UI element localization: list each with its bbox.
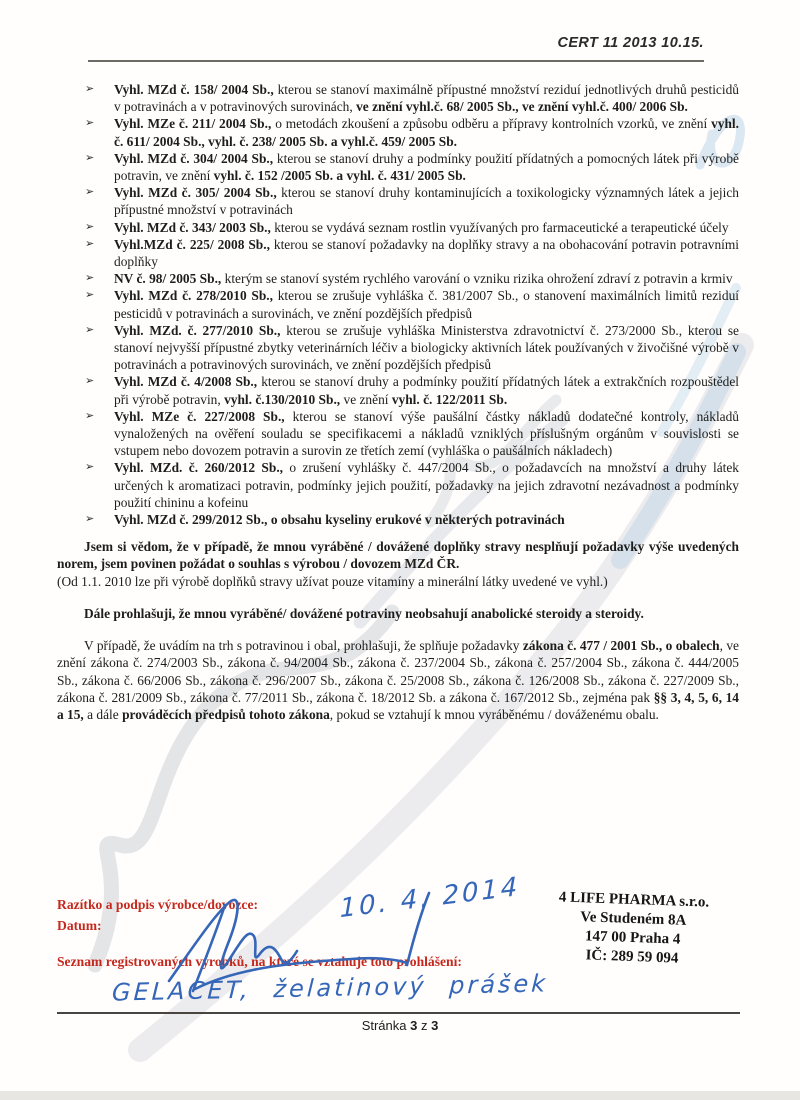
bullet-arrow-icon: ➢ <box>85 323 95 336</box>
scan-edge-strip <box>0 1091 800 1100</box>
stamp-company-id: IČ: 289 59 094 <box>585 947 679 967</box>
regulation-item: ➢ Vyhl.MZd č. 225/ 2008 Sb., kterou se stanoví požadavky na doplňky stravy a na obohacování potravin potravními doplňky <box>85 236 740 270</box>
stamp-signature-label: Razítko a podpis výrobce/dovozce: <box>57 897 259 912</box>
bullet-arrow-icon: ➢ <box>85 237 95 250</box>
stamp-street: Ve Studeném 8A <box>580 909 687 929</box>
header-rule <box>88 60 704 62</box>
regulation-item: ➢ Vyhl. MZd č. 304/ 2004 Sb., kterou se stanoví druhy a podmínky použití přídatných a pomocných látek při výrobě potravin, ve znění vyhl. č. 152 /2005 Sb. a vyhl. č. 431/ 2005 Sb. <box>85 150 739 184</box>
date-label: Datum: <box>57 918 102 933</box>
regulation-item: ➢ Vyhl. MZd. č. 260/2012 Sb., o zrušení vyhlášky č. 447/2004 Sb., o požadavcích na množství a druhy látek určených k aromatizaci potravin, podmínky jejich použití, požadavky na jejich zdravotní nezávadnost a podmínky použití chininu a kofeinu <box>85 460 739 510</box>
regulation-item: ➢ Vyhl. MZd č. 299/2012 Sb., o obsahu kyseliny erukové v některých potravinách <box>85 512 565 528</box>
bullet-arrow-icon: ➢ <box>85 83 95 95</box>
handwritten-product-name: GELACET, želatinový prášek <box>111 969 549 1007</box>
document-body <box>57 81 739 723</box>
bullet-arrow-icon: ➢ <box>85 272 95 285</box>
registered-products-label: Seznam registrovaných výrobků, na které se vztahuje toto prohlášení: <box>57 954 462 969</box>
handwritten-date: 10. 4. 2014 <box>339 871 521 925</box>
bullet-arrow-icon: ➢ <box>85 220 95 233</box>
steroids-declaration: Dále prohlašuji, že mnou vyráběné/ dovážené potraviny neobsahují anabolické steroidy a steroidy. <box>84 605 644 621</box>
regulation-list <box>57 81 739 528</box>
regulation-item: ➢ Vyhl. MZd č. 343/ 2003 Sb., kterou se vydává seznam rostlin využívaných pro farmaceutické a terapeutické účely <box>85 219 729 235</box>
regulation-item: ➢ Vyhl. MZe č. 227/2008 Sb., kterou se stanoví výše paušální částky nákladů dodatečné kontroly, nákladů vynaložených na ověření souladu se specifikacemi a nákladů vzniklých příslušným orgánům v souvislosti se vstupem nebo dovozem potravin a surovin ze třetích zemí (vyhláška o paušálních nákladech) <box>85 408 740 459</box>
regulation-item: ➢ Vyhl. MZd č. 305/ 2004 Sb., kterou se stanoví druhy kontaminujících a toxikologicky významných látek a jejich přípustné množství v potravinách <box>85 185 739 218</box>
company-stamp <box>516 887 751 971</box>
footer-rule <box>57 1012 740 1014</box>
header-doc-code: CERT 11 2013 10.15. <box>557 35 704 51</box>
supplement-note: (Od 1.1. 2010 lze při výrobě doplňků stravy užívat pouze vitamíny a minerální látky uvedené ve vyhl.) <box>57 573 608 589</box>
bullet-arrow-icon: ➢ <box>85 117 95 130</box>
page-number: Stránka 3 z 3 <box>361 1018 439 1033</box>
regulation-item: ➢ Vyhl. MZe č. 211/ 2004 Sb., o metodách zkoušení a způsobu odběru a přípravy kontrolních vzorků, ve znění vyhl. č. 611/ 2004 Sb., vyhl. č. 238/ 2005 Sb. a vyhl.č. 459/ 2005 Sb. <box>85 116 739 149</box>
bullet-arrow-icon: ➢ <box>85 513 95 526</box>
regulation-item: ➢ NV č. 98/ 2005 Sb., kterým se stanoví systém rychlého varování o vzniku rizika ohrožení zdraví z potravin a krmiv <box>85 271 733 287</box>
bullet-arrow-icon: ➢ <box>85 151 95 164</box>
acknowledgement-paragraph: Jsem si vědom, že v případě, že mnou vyráběné / dovážené doplňky stravy nesplňují požadavky výše uvedených norem, jsem povinen požádat o souhlas s výrobou / dovozem MZd ČR. <box>57 539 739 572</box>
bullet-arrow-icon: ➢ <box>85 461 95 474</box>
packaging-declaration: V případě, že uvádím na trh s potravinou i obal, prohlašuji, že splňuje požadavky zákona č. 477 / 2001 Sb., o obalech, ve znění zákona č. 274/2003 Sb., zákona č. 94/2004 Sb., zákona č. 237/2004 Sb., zákona č. 257/2004 Sb., zákona č. 444/2005 Sb., zákona č. 66/2006 Sb., zákona č. 296/2007 Sb., zákona č. 25/2008 Sb., zákona č. 126/2008 Sb., zákona č. 227/2009 Sb., zákona č. 281/2009 Sb., zákona č. 77/2011 Sb., zákona č. 18/2012 Sb. a zákona č. 167/2012 Sb., zejména pak §§ 3, 4, 5, 6, 14 a 15, a dále prováděcích předpisů tohoto zákona, pokud se vztahují k mnou vyráběnému / dováženému obalu. <box>57 638 739 722</box>
stamp-city: 147 00 Praha 4 <box>584 928 681 948</box>
regulation-item: ➢ Vyhl. MZd č. 4/2008 Sb., kterou se stanoví druhy a podmínky použití přídatných látek a extrakčních rozpouštědel při výrobě potravin, vyhl. č.130/2010 Sb., ve znění vyhl. č. 122/2011 Sb. <box>85 374 740 407</box>
stamp-company-name: 4 LIFE PHARMA s.r.o. <box>558 889 710 911</box>
bullet-arrow-icon: ➢ <box>85 186 95 199</box>
bullet-arrow-icon: ➢ <box>85 409 95 422</box>
bullet-arrow-icon: ➢ <box>85 289 95 302</box>
regulation-item: ➢ Vyhl. MZd č. 278/2010 Sb., kterou se zrušuje vyhláška č. 381/2007 Sb., o stanovení maximálních limitů reziduí pesticidů v potravinách a surovinách, ve znění pozdějších předpisů <box>85 288 740 321</box>
regulation-item: ➢ Vyhl. MZd. č. 277/2010 Sb., kterou se zrušuje vyhláška Ministerstva zdravotnictví č. 273/2000 Sb., kterou se stanoví nejvyšší přípustné zbytky veterinárních léčiv a biologicky aktivních látek používaných v živočišné výrobě v potravinách a potravinových surovinách, ve znění pozdějších předpisů <box>85 322 739 373</box>
regulation-item: ➢ Vyhl. MZd č. 158/ 2004 Sb., kterou se stanoví maximálně přípustné množství reziduí jednotlivých druhů pesticidů v potravinách a v potravinových surovinách, ve znění vyhl.č. 68/ 2005 Sb., ve znění vyhl.č. 400/ 2006 Sb. <box>85 82 739 115</box>
bullet-arrow-icon: ➢ <box>85 375 95 388</box>
